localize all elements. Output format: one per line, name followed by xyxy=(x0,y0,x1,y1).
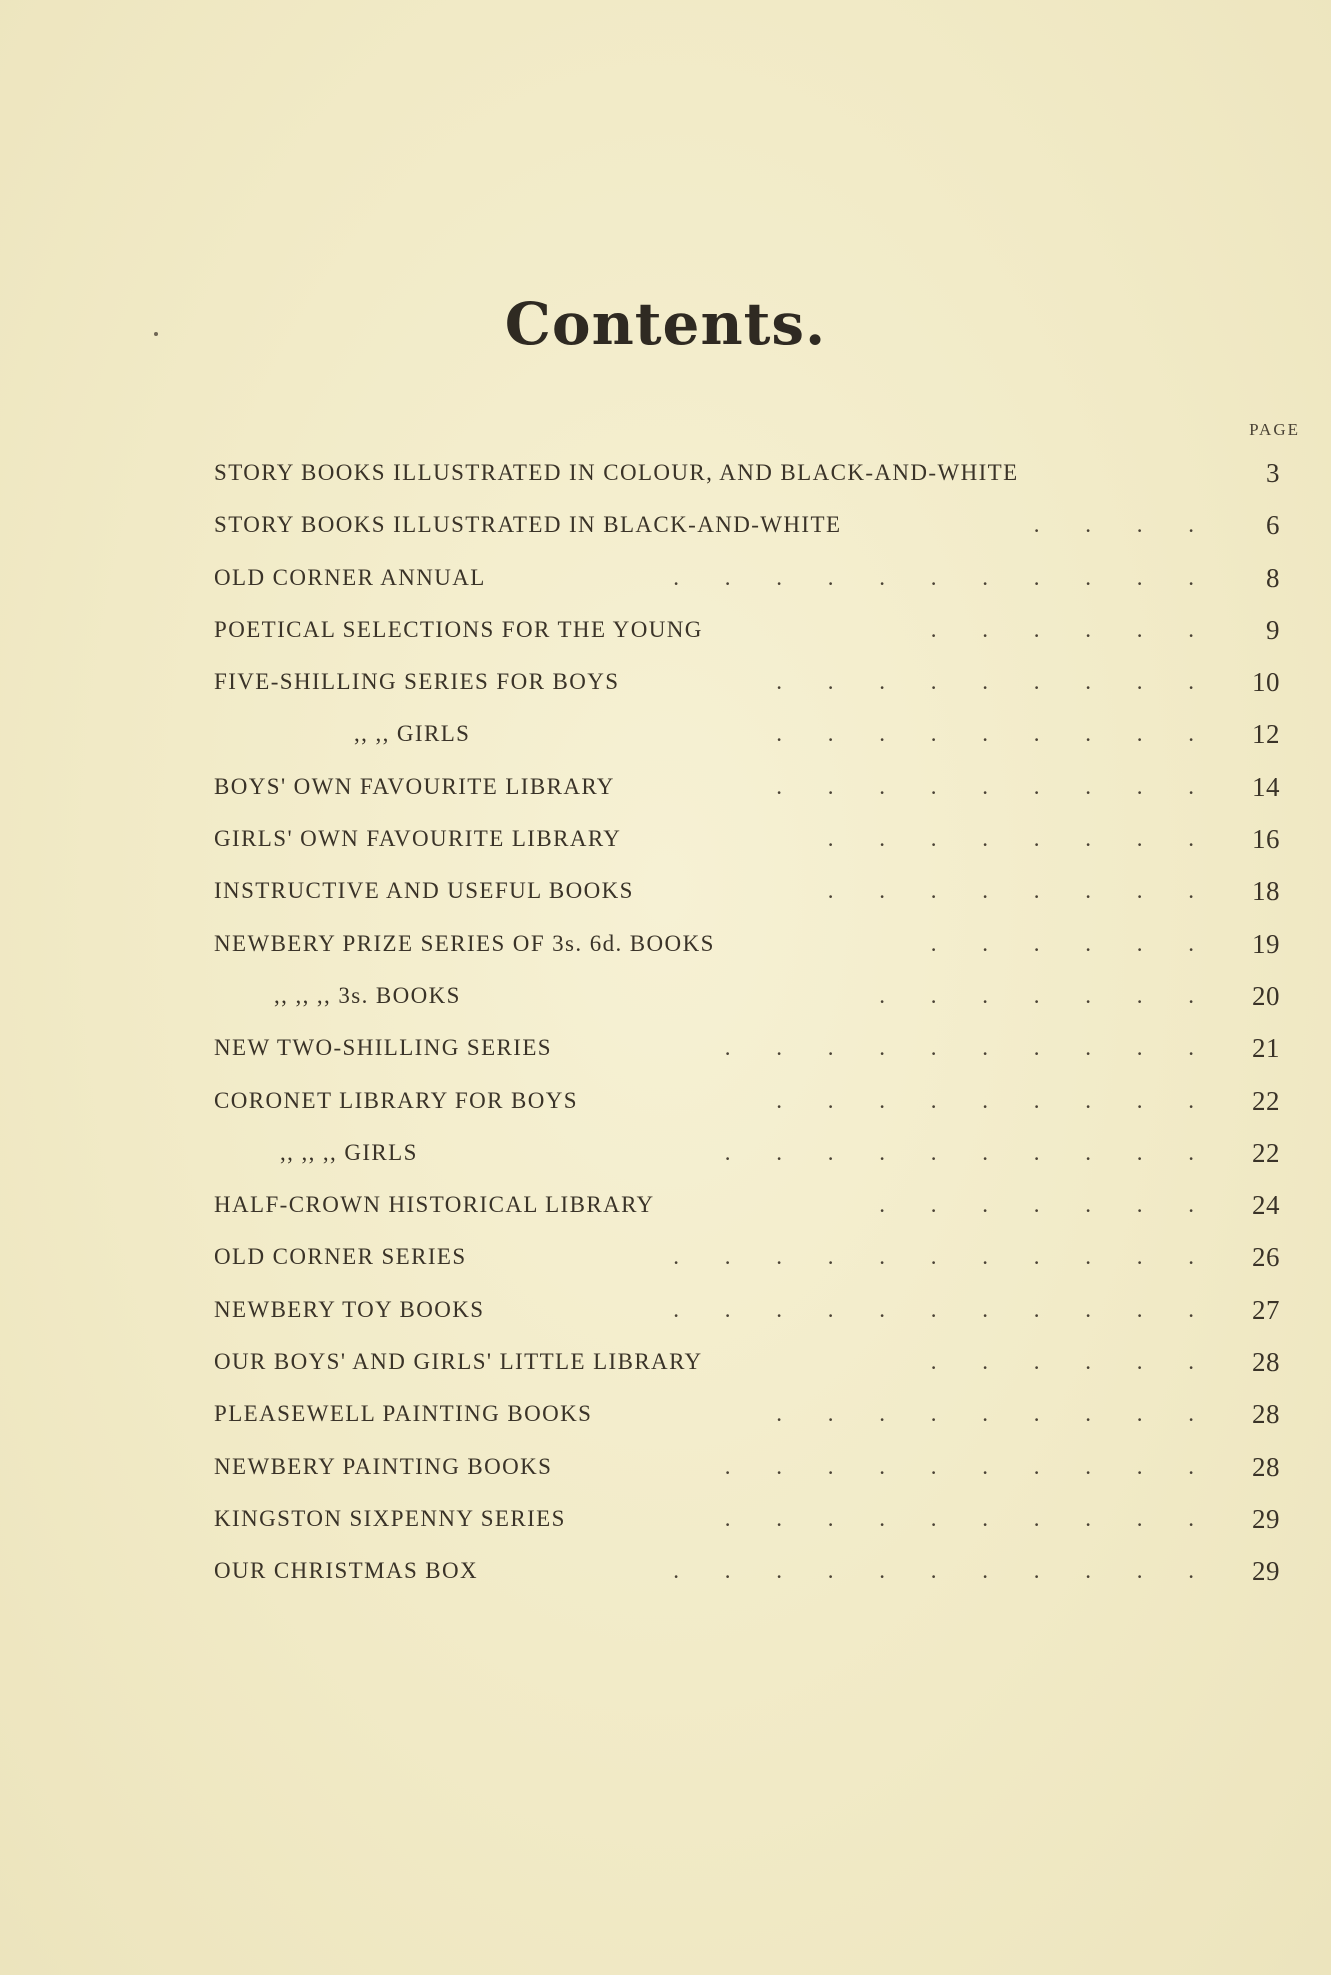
toc-entry xyxy=(214,1550,1294,1602)
page-title: Contents. xyxy=(504,290,827,358)
toc-entry-leader: . . . . . . . . xyxy=(827,826,1214,852)
toc-entry-label: STORY BOOKS ILLUSTRATED IN COLOUR, AND BLACK-AND-WHITE xyxy=(214,460,1019,485)
toc-entry-label: ,, ,, ,, GIRLS xyxy=(280,1139,418,1165)
toc-entry xyxy=(214,1341,1294,1393)
toc-entry-leader: . . . . . . . xyxy=(879,982,1214,1008)
toc-entry-leader: . . . . . . . . . xyxy=(776,773,1214,799)
toc-entry-page: 20 xyxy=(1252,980,1280,1011)
toc-entry-leader: . . . . . . . xyxy=(879,1192,1214,1218)
page-column-label: PAGE xyxy=(1249,420,1300,439)
toc-entry-leader: . . . . . . . . . xyxy=(776,1087,1214,1113)
toc-entry-leader: . . . . . . . . . . . xyxy=(673,1558,1214,1584)
toc-entry-label: OUR BOYS' AND GIRLS' LITTLE LIBRARY xyxy=(214,1349,703,1375)
toc-entry-page: 29 xyxy=(1252,1503,1280,1534)
toc-entry-label: BOYS' OWN FAVOURITE LIBRARY xyxy=(214,773,615,799)
toc-entry-label: POETICAL SELECTIONS FOR THE YOUNG xyxy=(214,616,703,642)
toc-entry xyxy=(214,713,1294,765)
toc-entry xyxy=(214,452,1294,504)
toc-entry-leader: . . . . . . xyxy=(930,616,1214,642)
toc-entry-leader: . . . . . . . . . . . xyxy=(673,564,1214,590)
toc-entry-page: 18 xyxy=(1252,876,1280,907)
toc-entry-label: HALF-CROWN HISTORICAL LIBRARY xyxy=(214,1192,655,1218)
toc-entry-page: 9 xyxy=(1266,614,1280,645)
toc-entry xyxy=(214,1132,1294,1184)
toc-entry-leader: . . . . . . xyxy=(930,930,1214,956)
toc-entry xyxy=(214,1393,1294,1445)
toc-entry-leader: . . . . . . xyxy=(930,1349,1214,1375)
toc-entry xyxy=(214,1498,1294,1550)
toc-entry-label: PLEASEWELL PAINTING BOOKS xyxy=(214,1401,593,1427)
toc-entry-page: 28 xyxy=(1252,1451,1280,1482)
toc-entry-label: OUR CHRISTMAS BOX xyxy=(214,1558,479,1584)
toc-entry-label: ,, ,, ,, 3s. BOOKS xyxy=(274,982,461,1008)
toc-entry-page: 22 xyxy=(1252,1137,1280,1168)
toc-entry-label: INSTRUCTIVE AND USEFUL BOOKS xyxy=(214,878,634,904)
toc-entry-label: FIVE-SHILLING SERIES FOR BOYS xyxy=(214,669,620,695)
toc-entry xyxy=(214,609,1294,661)
toc-entry-leader: . . . . . . . . . xyxy=(776,1401,1214,1427)
toc-entry-page: 19 xyxy=(1252,928,1280,959)
toc-entry-page: 10 xyxy=(1252,667,1280,698)
toc-entry-leader: . . . . . . . . xyxy=(827,878,1214,904)
toc-entry-leader: . . . . . . . . . . xyxy=(724,1453,1214,1479)
toc-entry-label: NEWBERY PAINTING BOOKS xyxy=(214,1453,553,1479)
toc-entry-page: 27 xyxy=(1252,1294,1280,1325)
toc-entry-label: STORY BOOKS ILLUSTRATED IN BLACK-AND-WHITE xyxy=(214,512,842,538)
toc-entry xyxy=(214,661,1294,713)
toc-entry xyxy=(214,1080,1294,1132)
toc-entry-page: 3 xyxy=(1266,458,1280,488)
toc-entry-label: NEWBERY TOY BOOKS xyxy=(214,1296,485,1322)
toc-entry-leader: . . . . xyxy=(1033,512,1214,538)
toc-entry-label: OLD CORNER SERIES xyxy=(214,1244,467,1270)
toc-entry-label: GIRLS' OWN FAVOURITE LIBRARY xyxy=(214,826,622,852)
toc-entry-page: 26 xyxy=(1252,1242,1280,1273)
toc-entry-page: 21 xyxy=(1252,1033,1280,1064)
toc-entry-label: NEWBERY PRIZE SERIES OF 3s. 6d. BOOKS xyxy=(214,930,715,956)
toc-entry xyxy=(214,1289,1294,1341)
toc-entry xyxy=(214,1236,1294,1288)
toc-entry-label: OLD CORNER ANNUAL xyxy=(214,564,486,590)
toc-entry xyxy=(214,818,1294,870)
toc-entry-page: 28 xyxy=(1252,1347,1280,1378)
toc-entry-page: 6 xyxy=(1266,510,1280,541)
toc-entry xyxy=(214,1184,1294,1236)
toc-entry-leader: . . . . . . . . . . xyxy=(724,1035,1214,1061)
toc-entry-label: NEW TWO-SHILLING SERIES xyxy=(214,1035,552,1061)
toc-entry xyxy=(214,1446,1294,1498)
toc-entry xyxy=(214,557,1294,609)
toc-entry xyxy=(214,504,1294,556)
toc-entry xyxy=(214,923,1294,975)
toc-entry-leader: . . . . . . . . . . . xyxy=(673,1244,1214,1270)
toc-entry-page: 8 xyxy=(1266,562,1280,593)
toc-entry xyxy=(214,766,1294,818)
toc-entry-leader: . . . . . . . . . . xyxy=(724,1139,1214,1165)
toc-entry-page: 22 xyxy=(1252,1085,1280,1116)
toc-entry-label: KINGSTON SIXPENNY SERIES xyxy=(214,1505,566,1531)
toc-entry xyxy=(214,1027,1294,1079)
toc-entry-leader: . . . . . . . . . . xyxy=(724,1505,1214,1531)
toc-entry xyxy=(214,975,1294,1027)
toc-entry-label: ,, ,, GIRLS xyxy=(354,721,471,747)
toc-entry-label: CORONET LIBRARY FOR BOYS xyxy=(214,1087,578,1113)
toc-entry-page: 12 xyxy=(1252,719,1280,750)
toc-entry-page: 24 xyxy=(1252,1190,1280,1221)
toc-entry-page: 28 xyxy=(1252,1399,1280,1430)
toc-entry-page: 29 xyxy=(1252,1556,1280,1587)
toc-entry-leader: . . . . . . . . . xyxy=(776,721,1214,747)
toc-entry-page: 14 xyxy=(1252,771,1280,802)
toc-entry-leader: . . . . . . . . . xyxy=(776,669,1214,695)
table-of-contents xyxy=(214,452,1294,1603)
toc-entry-leader: . . . . . . . . . . . xyxy=(673,1296,1214,1322)
toc-entry-page: 16 xyxy=(1252,824,1280,855)
toc-entry xyxy=(214,870,1294,922)
